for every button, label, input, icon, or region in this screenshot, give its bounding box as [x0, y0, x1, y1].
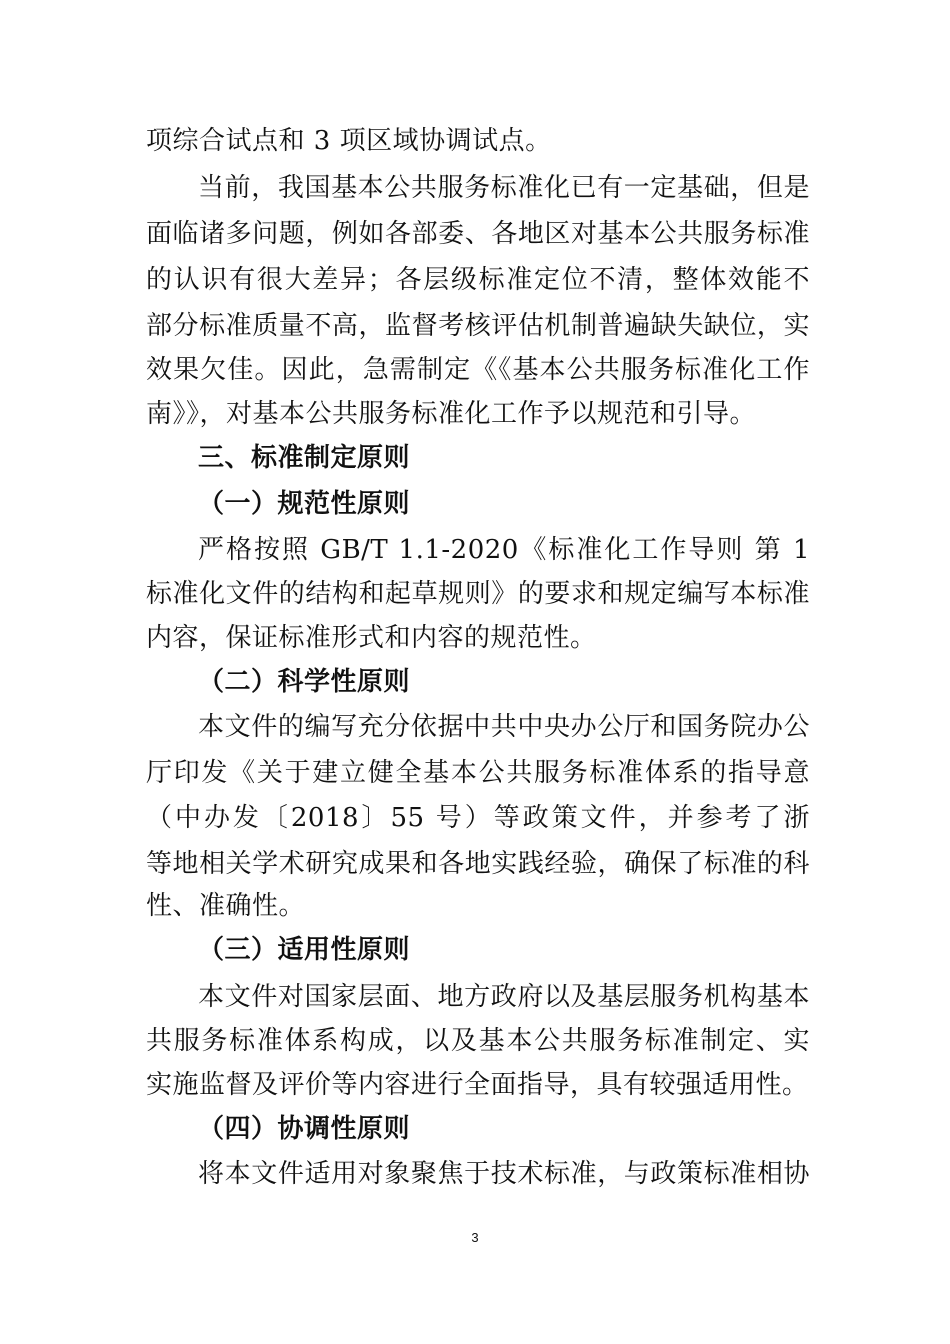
paragraph-line: 本文件的编写充分依据中共中央办公厅和国务院办公: [198, 712, 810, 742]
subsection-heading: （三）适用性原则: [198, 935, 411, 965]
paragraph-line: 严格按照 GB/T 1.1-2020《标准化工作导则 第 1: [198, 535, 810, 565]
paragraph-line: （中办发〔2018〕55 号）等政策文件，并参考了浙: [146, 803, 810, 833]
paragraph-line: 内容，保证标准形式和内容的规范性。: [146, 623, 597, 653]
subsection-heading: （四）协调性原则: [198, 1114, 411, 1144]
paragraph-line: 将本文件适用对象聚焦于技术标准，与政策标准相协: [198, 1159, 810, 1189]
paragraph-line: 的认识有很大差异；各层级标准定位不清，整体效能不: [146, 265, 810, 295]
paragraph-line: 标准化文件的结构和起草规则》的要求和规定编写本标准: [146, 579, 810, 609]
paragraph-line: 本文件对国家层面、地方政府以及基层服务机构基本: [198, 982, 810, 1012]
paragraph-line: 效果欠佳。因此，急需制定《《基本公共服务标准化工作: [146, 355, 810, 385]
page-number: 3: [471, 1230, 479, 1245]
subsection-heading: （一）规范性原则: [198, 489, 411, 519]
paragraph-line: 等地相关学术研究成果和各地实践经验，确保了标准的科: [146, 849, 810, 879]
paragraph-line: 厅印发《关于建立健全基本公共服务标准体系的指导意: [146, 758, 810, 788]
section-heading: 三、标准制定原则: [198, 443, 411, 473]
paragraph-line: 项综合试点和 3 项区域协调试点。: [146, 126, 552, 156]
paragraph-line: 部分标准质量不高，监督考核评估机制普遍缺失缺位，实: [146, 311, 810, 341]
paragraph-line: 南》》，对基本公共服务标准化工作予以规范和引导。: [146, 399, 757, 429]
paragraph-line: 性、准确性。: [146, 891, 306, 921]
paragraph-line: 共服务标准体系构成，以及基本公共服务标准制定、实: [146, 1026, 810, 1056]
paragraph-line: 面临诸多问题，例如各部委、各地区对基本公共服务标准: [146, 219, 810, 249]
paragraph-line: 实施监督及评价等内容进行全面指导，具有较强适用性。: [146, 1070, 809, 1100]
paragraph-line: 当前，我国基本公共服务标准化已有一定基础，但是: [198, 173, 810, 203]
subsection-heading: （二）科学性原则: [198, 667, 411, 697]
